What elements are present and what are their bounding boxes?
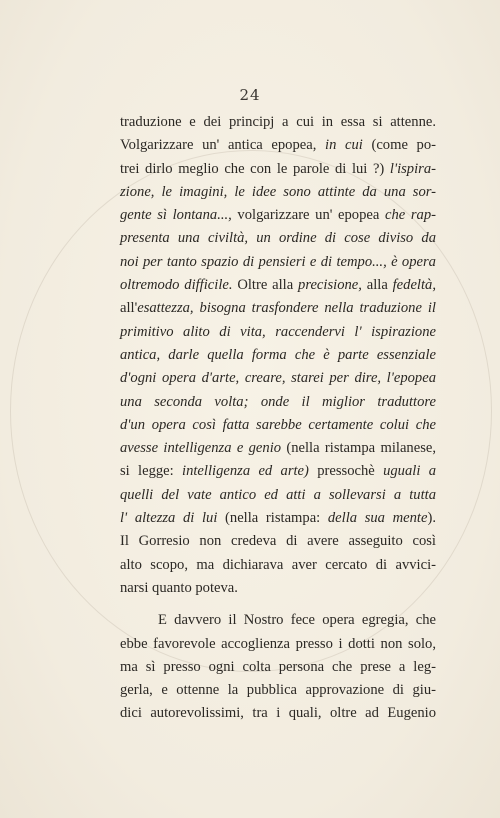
roman-text: (nella ristampa milanese,: [281, 440, 436, 457]
text-line: [120, 227, 436, 250]
roman-text: (nella ristampa:: [217, 510, 328, 527]
italic-text: quelli del vate antico ed atti a sollevarsi a tutta: [120, 486, 436, 503]
italic-text: gente sì lontana...,: [120, 207, 232, 224]
text-line: [120, 344, 436, 367]
roman-text: Volgarizzare un' antica epopea,: [120, 137, 326, 154]
roman-text: alto scopo, ma dichiarava aver cercato di avvici-: [120, 556, 436, 573]
italic-text: una seconda volta; onde il miglior traduttore: [120, 393, 436, 410]
italic-text: noi per tanto spazio di pensieri e di tempo...,: [120, 253, 387, 270]
text-line: [120, 251, 436, 274]
body-text: [120, 111, 436, 726]
roman-text: pressochè: [308, 463, 384, 480]
text-line: [120, 460, 436, 483]
text-line: [120, 134, 436, 157]
roman-text: alla: [361, 277, 393, 294]
text-line: [120, 414, 436, 437]
italic-text: della sua mente: [327, 510, 428, 527]
text-line: [120, 181, 436, 204]
text-line: [120, 111, 436, 134]
text-line: [120, 507, 436, 530]
text-line: [120, 367, 436, 390]
text-line: [120, 391, 436, 414]
text-line: [120, 679, 436, 702]
text-line: [120, 297, 436, 320]
italic-text: che rap-: [384, 207, 436, 224]
roman-text: dici autorevolissimi, tra i quali, oltre ad Eugenio: [120, 705, 436, 722]
page-number: 24: [239, 86, 261, 104]
text-line: [120, 609, 436, 632]
roman-text: Il Gorresio non credeva di avere asseguito così: [120, 533, 436, 550]
italic-text: avesse intelligenza e genio: [120, 440, 282, 457]
italic-text: intelligenza ed arte): [182, 463, 309, 480]
text-line: [120, 577, 436, 600]
italic-text: uguali a: [383, 463, 436, 480]
italic-text: esattezza,: [137, 300, 194, 317]
roman-text: narsi quanto poteva.: [120, 579, 238, 596]
italic-text: primitivo alito di vita, raccendervi l' ispirazione: [120, 323, 436, 340]
italic-text: d'un opera così fatta sarebbe certamente colui che: [120, 416, 436, 433]
roman-text: all': [120, 300, 138, 317]
text-line: [120, 158, 436, 181]
text-line: [120, 530, 436, 553]
italic-text: l'ispira-: [389, 160, 436, 177]
italic-text: d'ogni opera d'arte, creare, starei per dire, l'epopea: [120, 370, 436, 387]
italic-text: oltremodo difficile.: [120, 277, 233, 294]
italic-text: precisione,: [298, 277, 362, 294]
italic-text: presenta una civiltà, un ordine di cose diviso da: [120, 230, 436, 247]
italic-text: l' altezza di lui: [120, 510, 218, 527]
text-line: [120, 633, 436, 656]
roman-text: si legge:: [120, 463, 183, 480]
text-line: [120, 554, 436, 577]
roman-text: ma sì presso ogni colta persona che prese a leg-: [120, 658, 436, 675]
roman-text: E davvero il Nostro fece opera egregia, che: [158, 612, 436, 629]
roman-text: traduzione e dei principj a cui in essa si attenne.: [120, 114, 436, 130]
italic-text: è opera: [391, 253, 436, 270]
text-line: [120, 321, 436, 344]
roman-text: gerla, e ottenne la pubblica approvazione di giu-: [120, 682, 436, 699]
text-line: [120, 702, 436, 725]
text-line: [120, 484, 436, 507]
roman-text: trei dirlo meglio che con le parole di lui ?): [120, 160, 390, 177]
italic-text: fedeltà,: [392, 277, 436, 294]
italic-text: in cui: [325, 137, 363, 154]
roman-text: (come po-: [362, 137, 436, 154]
roman-text: ebbe favorevole accoglienza presso i dotti non solo,: [120, 635, 436, 652]
italic-text: antica, darle quella forma che è parte essenziale: [120, 346, 436, 363]
roman-text: Oltre alla: [232, 277, 299, 294]
text-line: [120, 656, 436, 679]
roman-text: volgarizzare un' epopea: [231, 207, 385, 224]
italic-text: zione, le imagini, le idee sono attinte da una sor-: [120, 183, 436, 200]
text-line: [120, 204, 436, 227]
italic-text: bisogna trasfondere nella traduzione il: [193, 300, 436, 317]
text-line: [120, 274, 436, 297]
text-line: [120, 437, 436, 460]
roman-text: ).: [427, 510, 436, 527]
